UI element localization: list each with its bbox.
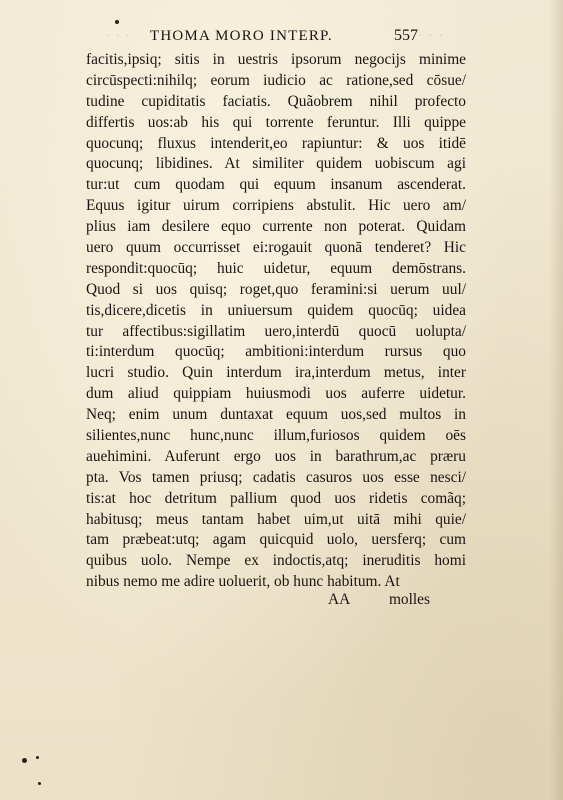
ink-speck-top	[115, 20, 119, 24]
text-line: circūspecti:nihilq; eorum iudicio ac ratione,sed cōsue/	[86, 71, 466, 89]
text-line: silientes,nunc hunc,nunc illum,furiosos quidem oēs	[86, 427, 466, 445]
catchword-line	[328, 591, 430, 609]
text-line: quibus uolo. Nempe ex indoctis,atq; ineruditis homi	[86, 552, 466, 570]
text-line: Quod si uos quisq; roget,quo feramini:si uerum uul/	[86, 280, 466, 298]
text-line: plius iam desilere equo currente non poterat. Quidam	[86, 218, 466, 236]
text-line: facitis,ipsiq; sitis in uestris ipsorum negocijs minime	[86, 51, 466, 68]
ink-speck-left	[22, 758, 27, 763]
text-column	[86, 50, 466, 593]
text-line: differtis uos:ab his qui torrente feruntur. Illi quippe	[86, 113, 466, 131]
text-line: Equus igitur uirum corripiens abstulit. Hic uero am/	[86, 197, 466, 215]
page-number: 557	[394, 27, 418, 44]
ink-speck-left-2	[36, 756, 39, 759]
text-line: nibus nemo me adire uoluerit, ob hunc habitum. At	[86, 573, 400, 591]
signature-mark: AA	[328, 591, 351, 608]
text-line: tis:at hoc detritum pallium quod uos ridetis comãq;	[86, 489, 466, 507]
text-line: tur affectibus:sigillatim uero,interdū quocū uolupta/	[86, 322, 466, 340]
text-line: respondit:quocūq; huic uidetur, equum demōstrans.	[86, 259, 466, 277]
bleed-through-text-left: · · ·	[105, 29, 131, 44]
bleed-through-text-right: · · ·	[418, 29, 444, 44]
text-line: tur:ut cum quodam qui equum insanum ascenderat.	[86, 176, 466, 194]
text-line: tudine cupiditatis faciatis. Quãobrem nihil profecto	[86, 92, 466, 110]
text-line: tam præbeat:utq; agam quicquid uolo, uersferq; cum	[86, 531, 466, 549]
text-line: dum aliud quippiam huiusmodi uos auferre uidetur.	[86, 385, 466, 403]
text-line: quocunq; fluxus intenderit,eo rapiuntur: & uos itidē	[86, 134, 466, 152]
text-line: Neq; enim unum duntaxat equum uos,sed multos in	[86, 406, 466, 424]
ink-speck-bottom	[38, 782, 41, 785]
text-line: uero quum occurrisset ei:rogauit quonā tenderet? Hic	[86, 239, 466, 257]
text-line: quocunq; libidines. At similiter quidem uobiscum agi	[86, 155, 466, 173]
text-line: habitusq; meus tantam habet uim,ut uitā mihi quie/	[86, 510, 466, 528]
text-line: pta. Vos tamen priusq; cadatis casuros uos esse nesci/	[86, 468, 466, 486]
catchword: molles	[388, 591, 430, 608]
page-edge-shadow	[549, 0, 563, 800]
text-line: lucri studio. Quin interdum ira,interdum metus, inter	[86, 364, 466, 382]
text-line: auehimini. Auferunt ergo uos in barathrum,ac præru	[86, 447, 466, 465]
text-line: ti:interdum quocūq; ambitioni:interdum rursus quo	[86, 343, 466, 361]
text-line: tis,dicere,dicetis in uniuersum quidem quocūq; uidea	[86, 301, 466, 319]
running-title: THOMA MORO INTERP.	[150, 28, 333, 44]
